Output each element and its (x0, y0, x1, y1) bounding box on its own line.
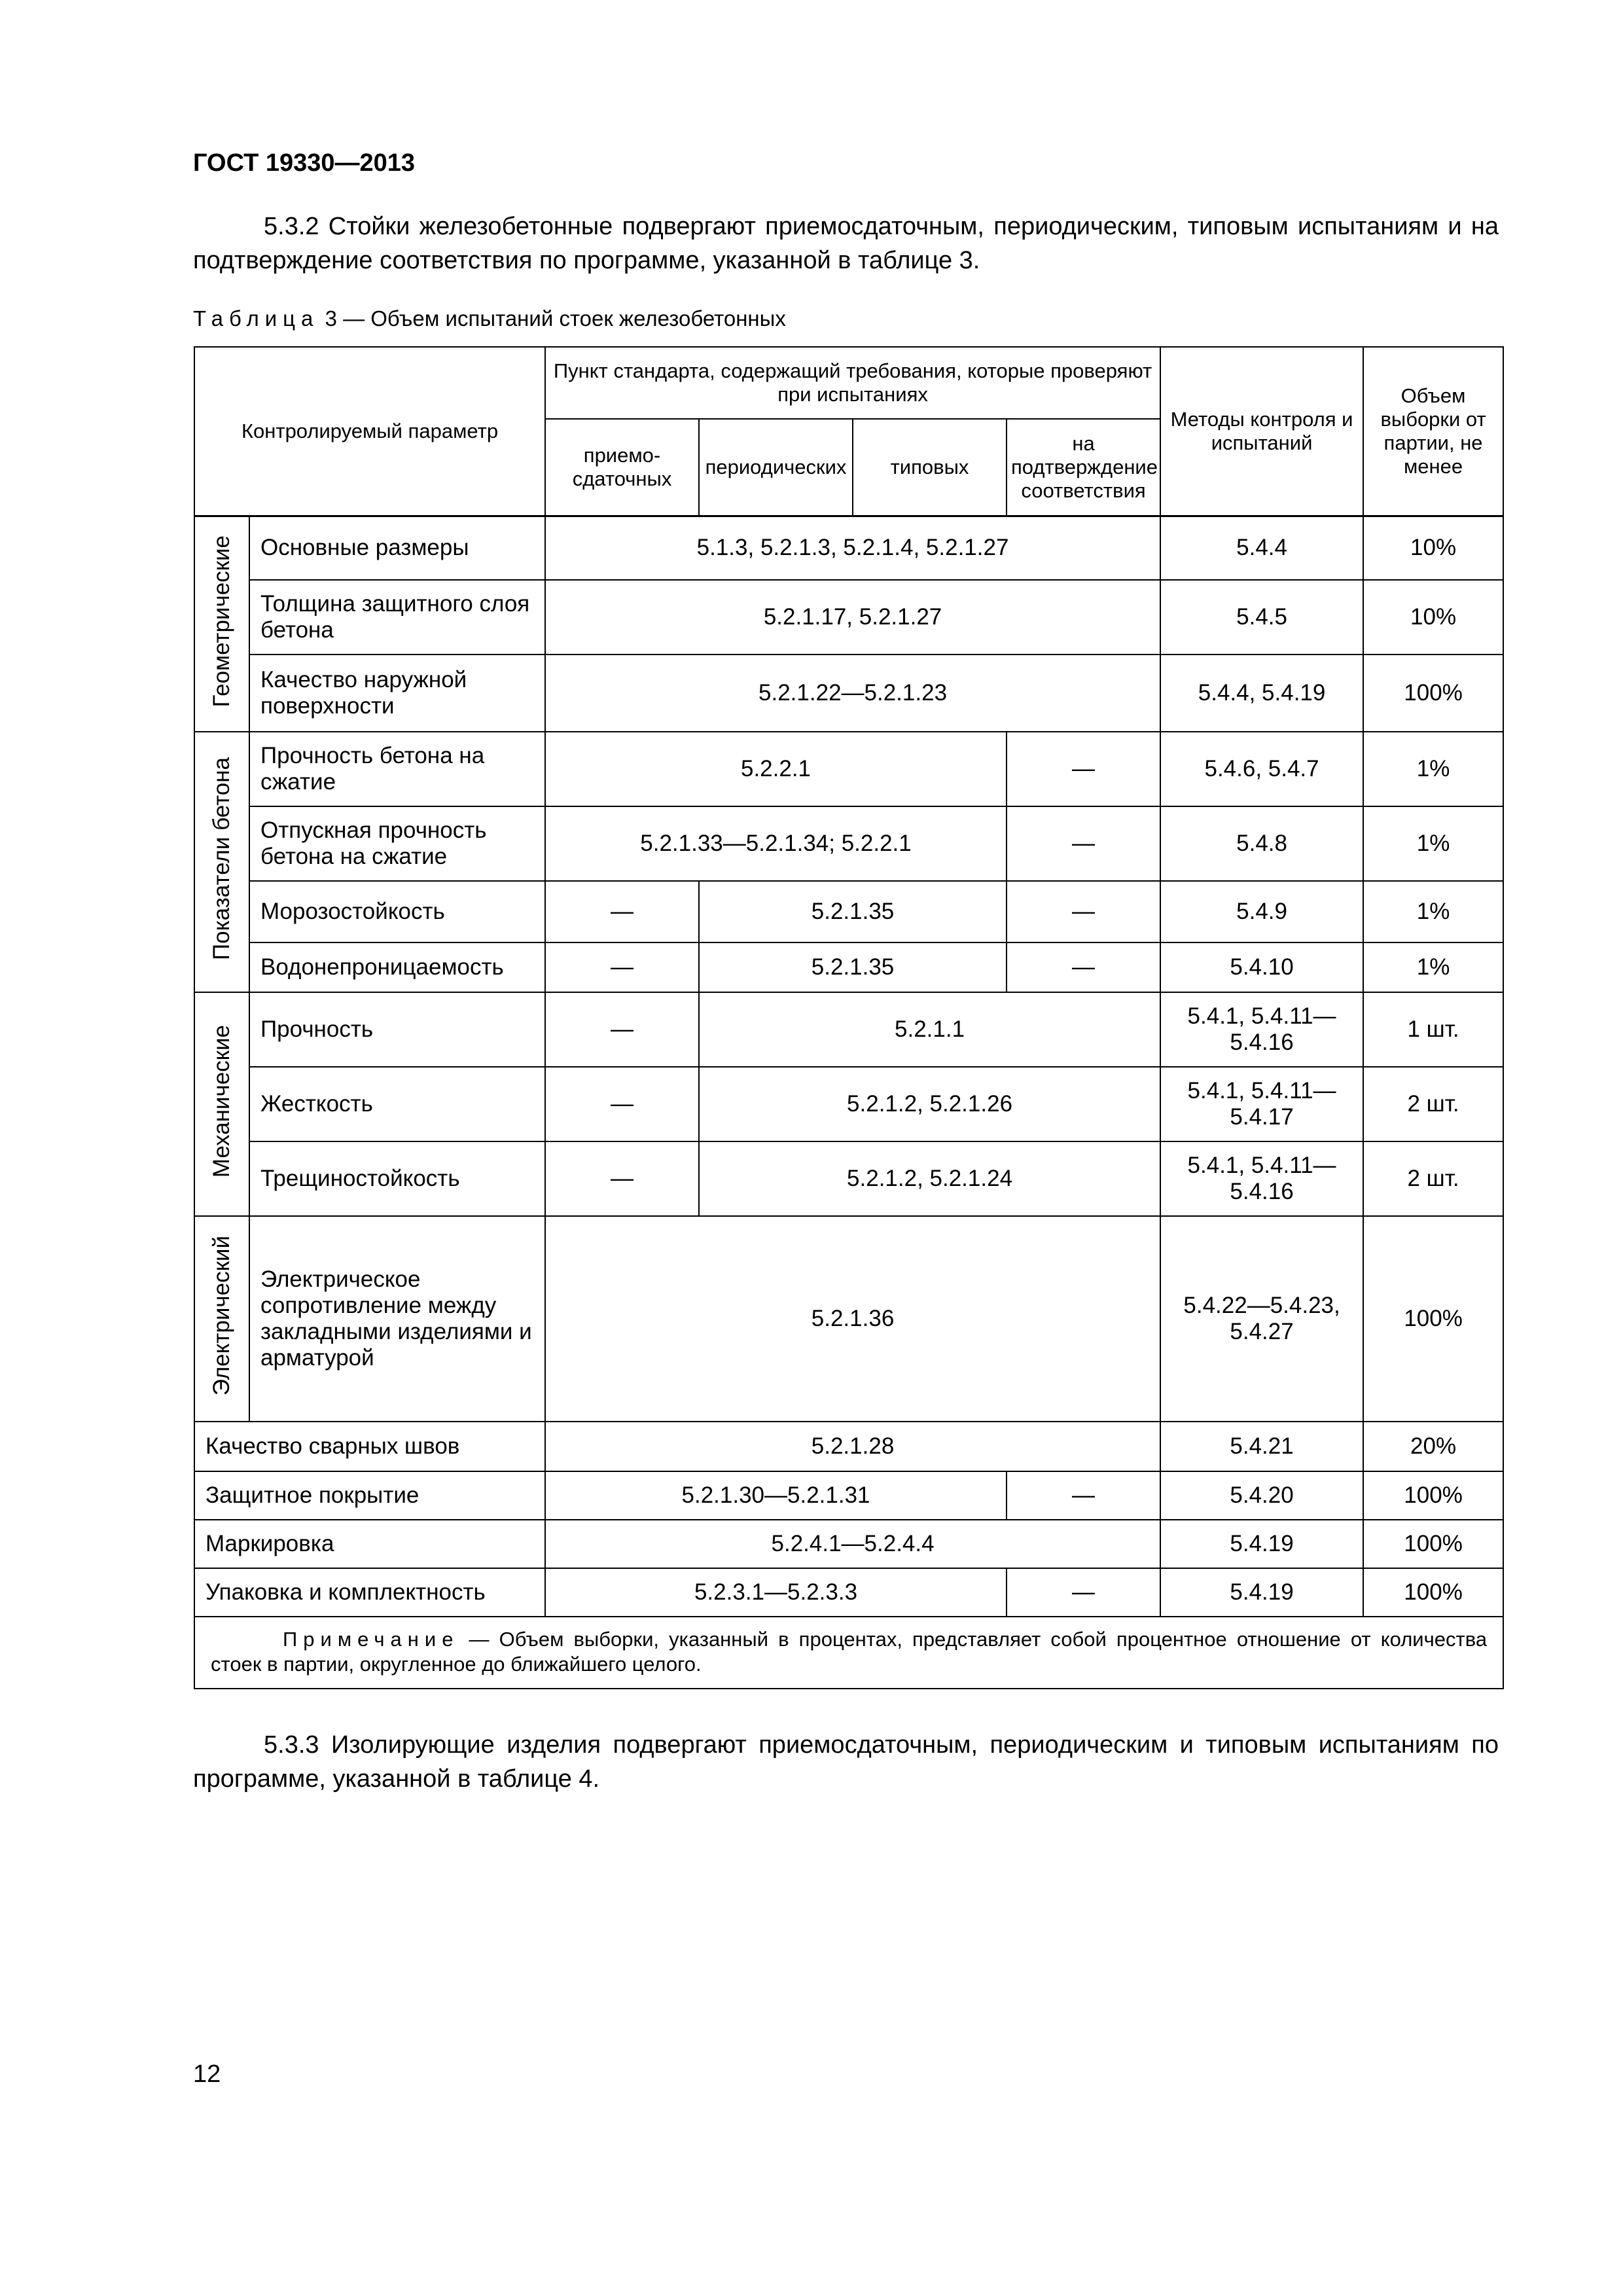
row-clauses: 5.2.1.35 (699, 881, 1007, 942)
table-row (194, 1422, 1503, 1471)
paragraph-5-3-2: 5.3.2 Стойки железобетонные подвергают приемосдаточным, периодическим, типовым испытаниям и на подтверждение соответствия по программе, указанной в таблице 3. (193, 213, 1499, 274)
paragraph-5-3-3: 5.3.3 Изолирующие изделия подвергают приемосдаточным, периодическим и типовым испытаниям по программе, указанной в таблице 4. (193, 1731, 1499, 1793)
row-methods: 5.4.10 (1160, 942, 1363, 992)
row-acceptance: — (545, 1141, 699, 1216)
table-row (194, 1471, 1503, 1520)
row-sample: 100% (1363, 1471, 1503, 1520)
row-acceptance: — (545, 1067, 699, 1141)
row-sample: 1% (1363, 881, 1503, 942)
table-row (194, 1141, 1503, 1216)
row-sample: 100% (1363, 1216, 1503, 1422)
row-methods: 5.4.1, 5.4.11—5.4.17 (1160, 1067, 1363, 1141)
group-concrete (194, 732, 249, 992)
row-sample: 2 шт. (1363, 1141, 1503, 1216)
table-row (194, 1067, 1503, 1141)
table-row (194, 1568, 1503, 1617)
table-row (194, 992, 1503, 1067)
row-sample: 2 шт. (1363, 1067, 1503, 1141)
table-caption (193, 306, 786, 331)
row-sample: 100% (1363, 1568, 1503, 1617)
row-conformity: — (1007, 942, 1160, 992)
row-clauses: 5.2.1.30—5.2.1.31 (545, 1471, 1007, 1520)
row-param: Качество сварных швов (194, 1422, 545, 1471)
row-sample: 10% (1363, 580, 1503, 655)
table-row (194, 942, 1503, 992)
row-clauses: 5.2.1.36 (545, 1216, 1160, 1422)
row-methods: 5.4.4 (1160, 516, 1363, 580)
row-clauses: 5.2.1.28 (545, 1422, 1160, 1471)
row-methods: 5.4.1, 5.4.11—5.4.16 (1160, 992, 1363, 1067)
row-conformity: — (1007, 806, 1160, 881)
row-sample: 1% (1363, 942, 1503, 992)
table-row (194, 806, 1503, 881)
row-param: Толщина защитного слоя бетона (249, 580, 545, 655)
row-methods: 5.4.9 (1160, 881, 1363, 942)
header-acceptance: приемо-сдаточных (545, 419, 699, 516)
header-clause-group: Пункт стандарта, содержащий требования, которые проверяют при испытаниях (545, 347, 1160, 419)
group-label: Показатели бетона (209, 757, 234, 961)
table-caption-word: Таблица (193, 306, 319, 331)
row-param: Морозостойкость (249, 881, 545, 942)
row-methods: 5.4.19 (1160, 1520, 1363, 1568)
document-header: ГОСТ 19330—2013 (193, 149, 416, 177)
row-param: Защитное покрытие (194, 1471, 545, 1520)
row-param: Качество наружной поверхности (249, 655, 545, 732)
row-methods: 5.4.5 (1160, 580, 1363, 655)
row-clauses: 5.2.1.2, 5.2.1.24 (699, 1141, 1160, 1216)
row-methods: 5.4.1, 5.4.11—5.4.16 (1160, 1141, 1363, 1216)
note-word: Примечание (283, 1628, 459, 1651)
row-methods: 5.4.20 (1160, 1471, 1363, 1520)
row-clauses: 5.2.2.1 (545, 732, 1007, 806)
group-geometric (194, 516, 249, 732)
row-methods: 5.4.22—5.4.23, 5.4.27 (1160, 1216, 1363, 1422)
table-row (194, 1520, 1503, 1568)
row-methods: 5.4.6, 5.4.7 (1160, 732, 1363, 806)
row-sample: 100% (1363, 1520, 1503, 1568)
row-clauses: 5.1.3, 5.2.1.3, 5.2.1.4, 5.2.1.27 (545, 516, 1160, 580)
row-param: Упаковка и комплектность (194, 1568, 545, 1617)
row-clauses: 5.2.1.17, 5.2.1.27 (545, 580, 1160, 655)
row-sample: 1 шт. (1363, 992, 1503, 1067)
row-clauses: 5.2.1.1 (699, 992, 1160, 1067)
row-sample: 10% (1363, 516, 1503, 580)
table-note (194, 1617, 1503, 1689)
row-sample: 20% (1363, 1422, 1503, 1471)
page-number: 12 (193, 2060, 221, 2088)
row-param: Основные размеры (249, 516, 545, 580)
row-acceptance: — (545, 942, 699, 992)
row-sample: 1% (1363, 732, 1503, 806)
header-type: типовых (853, 419, 1007, 516)
header-periodic: периодических (699, 419, 853, 516)
header-sample: Объем выборки от партии, не менее (1363, 347, 1503, 516)
header-methods: Методы контроля и испытаний (1160, 347, 1363, 516)
row-param: Прочность (249, 992, 545, 1067)
row-param: Маркировка (194, 1520, 545, 1568)
table-caption-text: 3 — Объем испытаний стоек железобетонных (325, 306, 786, 331)
table-row (194, 881, 1503, 942)
row-methods: 5.4.21 (1160, 1422, 1363, 1471)
row-methods: 5.4.19 (1160, 1568, 1363, 1617)
row-clauses: 5.2.1.22—5.2.1.23 (545, 655, 1160, 732)
table-row (194, 580, 1503, 655)
row-methods: 5.4.4, 5.4.19 (1160, 655, 1363, 732)
group-electrical (194, 1216, 249, 1422)
row-clauses: 5.2.4.1—5.2.4.4 (545, 1520, 1160, 1568)
row-param: Прочность бетона на сжатие (249, 732, 545, 806)
row-sample: 1% (1363, 806, 1503, 881)
note-text: — Объем выборки, указанный в процентах, представляет собой процентное отношение от количества стоек в партии, округленное до ближайшего целого. (211, 1628, 1488, 1676)
group-mechanical (194, 992, 249, 1216)
row-param: Отпускная прочность бетона на сжатие (249, 806, 545, 881)
row-acceptance: — (545, 881, 699, 942)
row-clauses: 5.2.1.33—5.2.1.34; 5.2.2.1 (545, 806, 1007, 881)
table-row (194, 516, 1503, 580)
header-conformity: на подтверждение соответствия (1007, 419, 1160, 516)
group-label: Электрический (209, 1236, 234, 1396)
row-param: Жесткость (249, 1067, 545, 1141)
table-row (194, 732, 1503, 806)
row-clauses: 5.2.1.2, 5.2.1.26 (699, 1067, 1160, 1141)
row-conformity: — (1007, 1568, 1160, 1617)
row-clauses: 5.2.1.35 (699, 942, 1007, 992)
header-param: Контролируемый параметр (194, 347, 545, 516)
row-param: Водонепроницаемость (249, 942, 545, 992)
row-acceptance: — (545, 992, 699, 1067)
row-conformity: — (1007, 732, 1160, 806)
row-conformity: — (1007, 881, 1160, 942)
table-row (194, 655, 1503, 732)
row-methods: 5.4.8 (1160, 806, 1363, 881)
row-clauses: 5.2.3.1—5.2.3.3 (545, 1568, 1007, 1617)
table-note-row (194, 1617, 1503, 1689)
test-scope-table (194, 346, 1504, 1689)
table-row (194, 1216, 1503, 1422)
row-param: Электрическое сопротивление между закладными изделиями и арматурой (249, 1216, 545, 1422)
row-conformity: — (1007, 1471, 1160, 1520)
group-label: Механические (209, 1024, 234, 1178)
group-label: Геометрические (209, 535, 234, 707)
row-param: Трещиностойкость (249, 1141, 545, 1216)
row-sample: 100% (1363, 655, 1503, 732)
